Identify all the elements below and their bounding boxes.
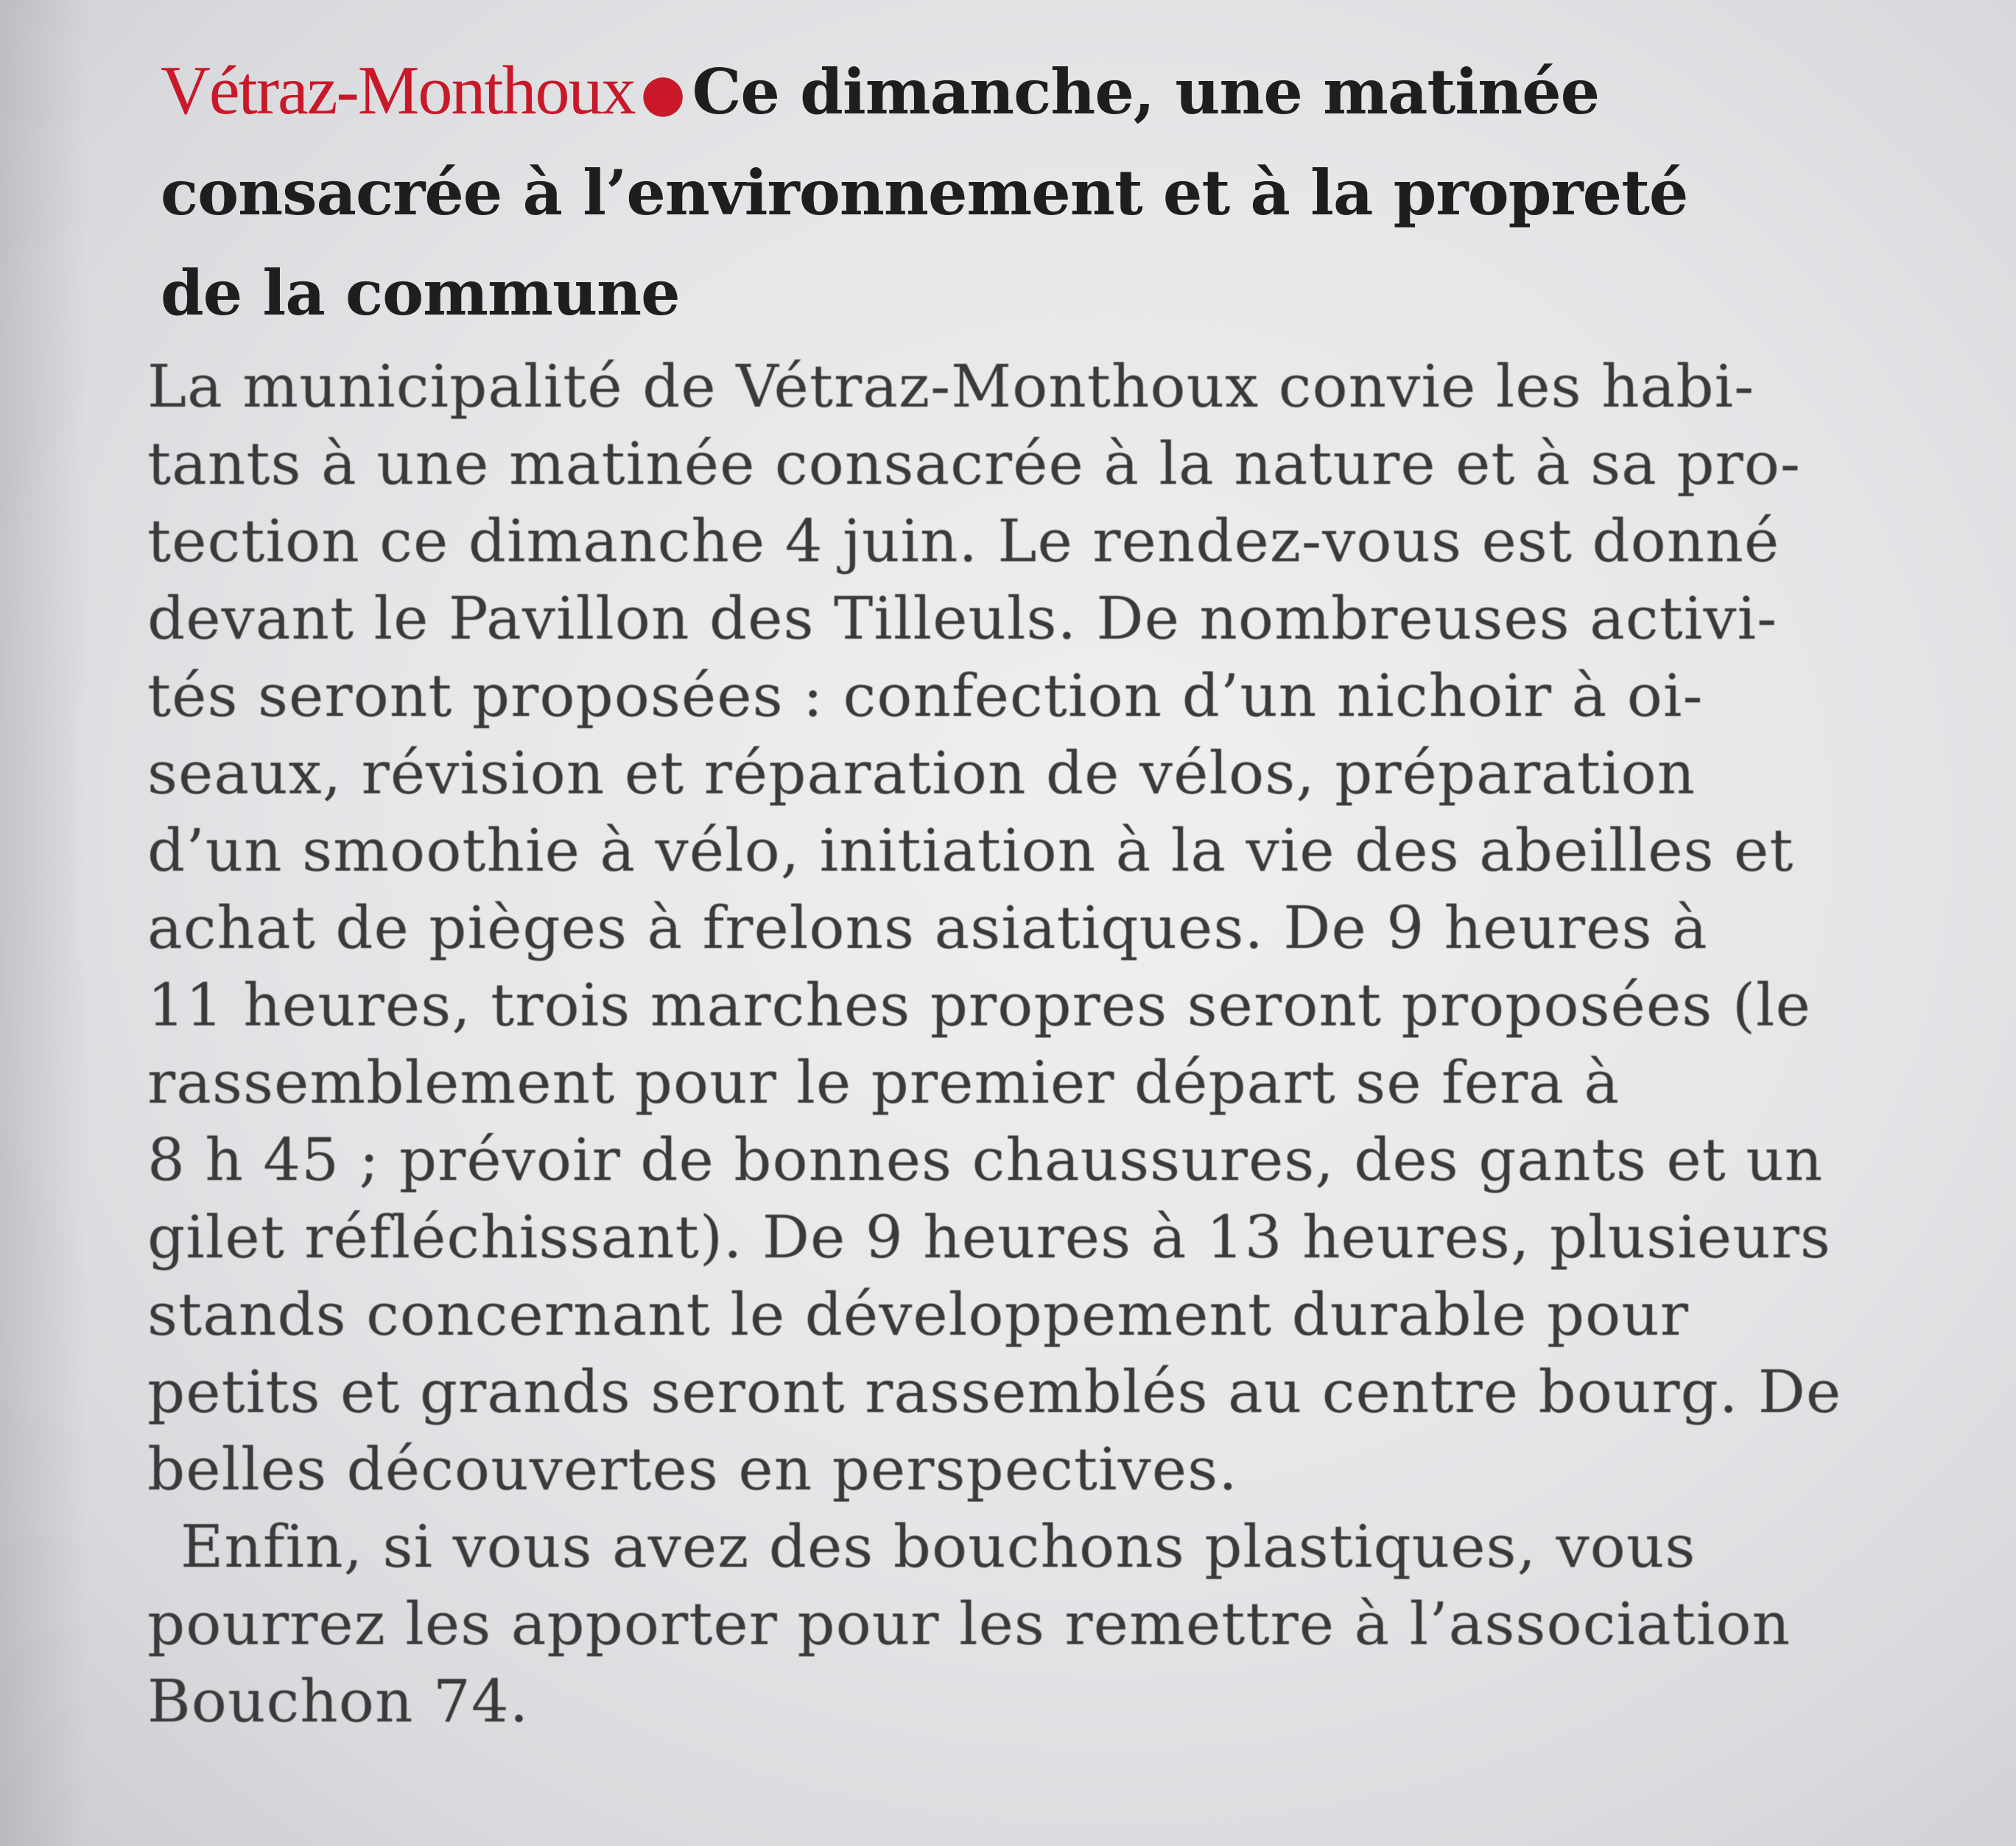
paragraph-line: tection ce dimanche 4 juin. Le rendez-vous est donné (147, 507, 1780, 575)
paragraph-line: stands concernant le développement durable pour (147, 1280, 1689, 1349)
headline-line-3: de la commune (161, 256, 680, 329)
article-paragraph-2 (147, 1508, 1930, 1740)
paragraph-line: d’un smoothie à vélo, initiation à la vie des abeilles et (147, 816, 1794, 885)
paragraph-line: Bouchon 74. (147, 1667, 530, 1736)
paragraph-line: belles découvertes en perspectives. (147, 1435, 1238, 1503)
article-headline (161, 41, 1810, 343)
paragraph-line: Enfin, si vous avez des bouchons plastiques, vous (180, 1512, 1696, 1581)
paragraph-line: tés seront proposées : confection d’un nichoir à oi- (147, 661, 1704, 730)
paragraph-line: rassemblement pour le premier départ se fera à (147, 1048, 1620, 1117)
headline-place: Vétraz-Monthoux (161, 52, 635, 129)
paragraph-line: 11 heures, trois marches propres seront proposées (le (147, 971, 1811, 1039)
page-shadow (0, 0, 88, 1846)
article-paragraph-1 (147, 348, 1930, 1508)
paragraph-line: 8 h 45 ; prévoir de bonnes chaussures, des gants et un (147, 1126, 1824, 1194)
paragraph-line: gilet réfléchissant). De 9 heures à 13 heures, plusieurs (147, 1203, 1831, 1271)
paragraph-line: seaux, révision et réparation de vélos, préparation (147, 739, 1696, 807)
paragraph-line: devant le Pavillon des Tilleuls. De nombreuses activi- (147, 584, 1778, 653)
paragraph-line: La municipalité de Vétraz-Monthoux convie les habi- (147, 352, 1755, 421)
headline-line-2: consacrée à l’environnement et à la propreté (161, 156, 1688, 229)
paragraph-line: tants à une matinée consacrée à la nature et à sa pro- (147, 429, 1801, 498)
headline-bullet: ● (640, 62, 685, 123)
news-article (147, 41, 1930, 1740)
headline-line-1: Ce dimanche, une matinée (692, 55, 1600, 128)
paragraph-line: pourrez les apporter pour les remettre à l’association (147, 1590, 1791, 1658)
paragraph-line: achat de pièges à frelons asiatiques. De 9 heures à (147, 894, 1708, 962)
paragraph-line: petits et grands seront rassemblés au centre bourg. De (147, 1358, 1842, 1426)
